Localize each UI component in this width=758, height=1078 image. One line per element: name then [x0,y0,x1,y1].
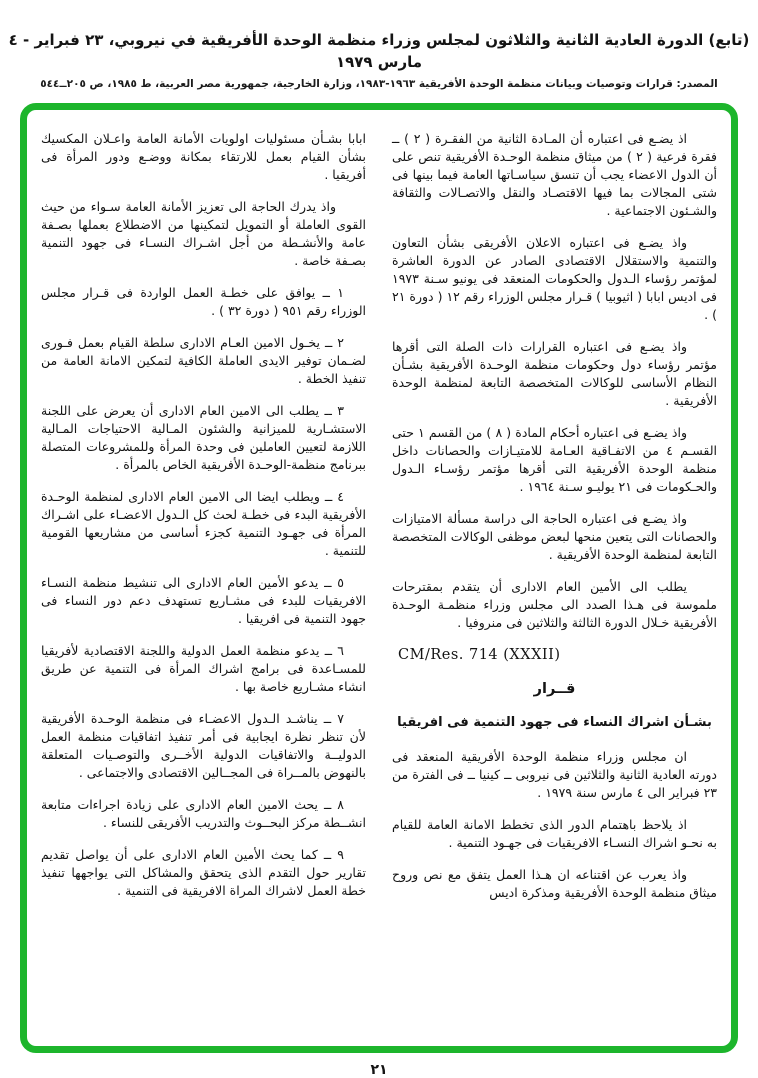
paragraph: واذ يضـع فى اعتباره القرارات ذات الصلة التى أقرها مؤتمر رؤساء دول وحكومات منظمة الوحـدة الأفريقية بشـأن النظام الأساسى للوكالات المتخصصة التابعة لمنظمة الوحدة الأفريقية . [392,338,717,408]
list-item: ٨ ــ يحث الامين العام الادارى على زيادة اجراءات متابعة انشــطة مركز البحــوث والتدريب الأفريقى للنساء . [41,796,366,830]
paragraph: واذ يضـع فى اعتباره الاعلان الأفريقى بشأن التعاون والتنمية والاستقلال الاقتصادى الصادر عن الدورة العاشرة لمؤتمر رؤساء الـدول والحكومات المنعقد فى يونيو سـنة ١٩٧٣ فى اديس ابابا ( اثيوبيا ) قـرار مجلس الوزراء رقم ١٢ ( دورة ٢١ ) . [392,234,717,322]
paragraph-continuation: ابابا بشـأن مسئوليات اولويات الأمانة العامة واعـلان المكسيك بشأن القيام بعمل للارتقاء بمكانة ووضـع ودور المرأة فى أفريقيا . [41,130,366,182]
list-item: ٢ ــ يخـول الامين العـام الادارى سلطة القيام بعمل فـورى لضـمان توفير الايدى العاملة الكافية لتمكين الامانة العامة من تنفيذ الخطة . [41,334,366,386]
paragraph: ان مجلس وزراء منظمة الوحدة الأفريقية المنعقد فى دورته العادية الثانية والثلاثين فى نيروبى ــ كينيا ــ فى الفترة من ٢٣ فبراير الى ٤ مارس سنة ١٩٧٩ . [392,748,717,800]
resolution-heading: قــرار [533,680,576,697]
paragraph: واذ يضـع فى اعتباره أحكام المادة ( ٨ ) من القسم ١ حتى القسـم ٤ من الاتفـاقية العـامة للامتيـازات والحصانات داخل منظمة الوحدة الأفريقية التى أقرها مؤتمر رؤسـاء الـدول والحـكومات فى ٢١ يوليـو سـنة ١٩٦٤ . [392,424,717,494]
header-title: (تابع) الدورة العادية الثانية والثلاثون لمجلس وزراء منظمة الوحدة الأفريقية في نيروبي، ٢٣ فبراير - ٤ مارس ١٩٧٩ [8,31,750,71]
paragraph: يطلب الى الأمين العام الادارى أن يتقدم بمقترحات ملموسة فى هـذا الصدد الى مجلس وزراء منظمـة الوحـدة الأفريقية خـلال الدورة الثالثة والثلاثين فى منروفيا . [392,578,717,630]
paragraph: اذ يلاحظ باهتمام الدور الذى تخطط الامانة العامة للقيام به نحـو اشراك النسـاء الافريقيات فى جهـود التنمية . [392,816,717,850]
resolution-subtitle: بشـأن اشراك النساء فى جهود التنمية فى افريقيا [397,714,712,730]
list-item: ٣ ــ يطلب الى الامين العام الادارى أن يعرض على اللجنة الاستشـارية للميزانية والشئون المـالية الاحتياجات المـالية اللازمة لتعيين العاملين فى وحدة المرأة وللمشروعات المتصلة ببرنامج منظمة-الوحـدة الأفريقية الخاص بالمرأة . [41,402,366,472]
page-number: ٢١ [370,1061,388,1078]
list-item: ٦ ــ يدعو منظمة العمل الدولية واللجنة الاقتصادية لأفريقيا للمسـاعدة فى برامج اشراك المرأة فى التنمية عن طريق انشاء مشـاريع خاصة بها . [41,642,366,694]
resolution-reference: CM/Res. 714 (XXXII) [398,646,561,663]
list-item: ٥ ــ يدعو الأمين العام الادارى الى تنشيط منظمة النسـاء الافريقيات للبدء فى مشـاريع تستهدف دعم دور النساء فى جهود التنمية فى افريقيا . [41,574,366,626]
left-column [41,130,366,1036]
list-item: ٧ ــ يناشـد الـدول الاعضـاء فى منظمة الوحـدة الأفريقية لأن تنظر نظرة ايجابية فى أمر تنفيذ اتفاقيات منظمة العمل الدوليــة والاتفاقيات الدولية الأخــرى والتوصـيات المتعلقة بالنهوض بالمــراة فى المجــالين الاقتصادى والاجتماعى . [41,710,366,780]
list-item: ٤ ــ ويطلب ايضا الى الامين العام الادارى لمنظمة الوحـدة الأفريقية البدء فى خطـة لحث كل الـدول الاعضـاء على اشـراك المرأة فى جهـود التنمية كجزء أساسى من مشاريعها القومية للتنمية . [41,488,366,558]
paragraph: واذ يعرب عن اقتناعه ان هـذا العمل يتفق مع نص وروح ميثاق منظمة الوحدة الأفريقية ومذكرة اديس [392,866,717,900]
list-item: ٩ ــ كما يحث الأمين العام الادارى على أن يواصل تقديم تقارير حول التقدم الذى يتحقق والمشاكل التى يواجهها تنفيذ خطة العمل لاشراك المراة الافريقية فى التنمية . [41,846,366,898]
right-column [392,130,717,1036]
list-item: ١ ــ يوافق على خطـة العمل الواردة فى قـرار مجلس الوزراء رقم ٩٥١ ( دورة ٣٢ ) . [41,284,366,318]
document-frame [20,103,738,1053]
paragraph: اذ يضـع فى اعتباره أن المـادة الثانية من الفقـرة ( ٢ ) ــ فقرة فرعية ( ٢ ) من ميثاق منظمة الوحـدة الأفريقية تنص على أن الدول الاعضاء يجب أن تنسق سياسـاتها العامة فيما بينها فى شتى المجالات بما فيها الاقتصـاد والنقل والاتصـالات والثقافة والشـئون الاجتماعية . [392,130,717,218]
two-column-layout [41,130,717,1036]
paragraph: واذ يضـع فى اعتباره الحاجة الى دراسة مسألة الامتيازات والحصانات التى يتعين منحها لبعض موظفى الوكالات المتخصصة التابعة لمنظمة الوحدة الأفريقية . [392,510,717,562]
header-source: المصدر: قرارات وتوصيات وبيانات منظمة الوحدة الأفريقية ١٩٦٣-١٩٨٣، وزارة الخارجية، جمهورية مصر العربية، ط ١٩٨٥، ص ٢٠٥ــ٥٤٤ [40,77,718,90]
document-header [0,30,758,90]
paragraph: واذ يدرك الحاجة الى تعزيز الأمانة العامة سـواء من حيث القوى العاملة أو التمويل لتمكينها من الاضطلاع بعملها بصـفة عامة والأنشـطة من أجل اشـراك النسـاء فى جهود التنمية بصـفة خاصة . [41,198,366,268]
